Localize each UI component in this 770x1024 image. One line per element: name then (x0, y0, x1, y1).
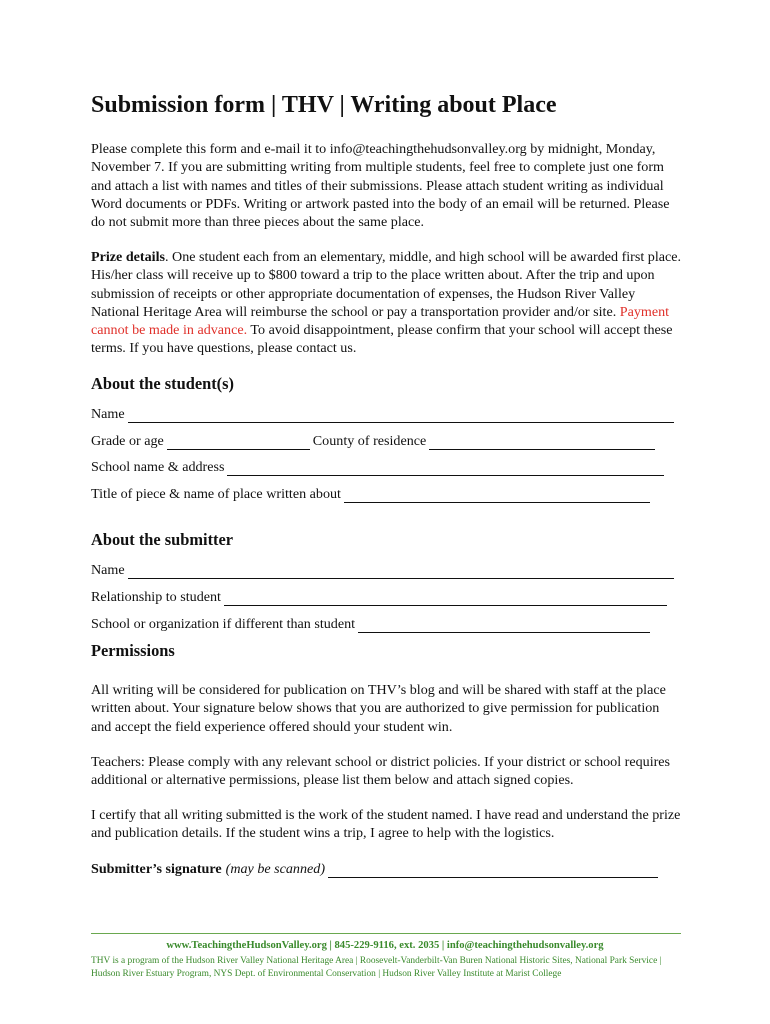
student-name-label: Name (91, 406, 125, 422)
county-label: County of residence (312, 433, 427, 449)
school-label: School name & address (91, 459, 225, 475)
grade-county-field[interactable] (91, 430, 655, 450)
relationship-field[interactable] (91, 586, 667, 606)
submitter-name-line[interactable] (128, 564, 674, 579)
submitter-heading: About the submitter (91, 530, 234, 549)
footer-note: THV is a program of the Hudson River Valley National Heritage Area | Roosevelt-Vanderbilt-Van Buren National Historic Sites, National Park Service | Hudson River Estuary Program, NYS Dept. of Environmental Conservation | Hudson River Valley Institute at Marist College (91, 956, 662, 979)
signature-note: (may be scanned) (225, 861, 326, 877)
piece-line[interactable] (344, 488, 650, 503)
relationship-label: Relationship to student (91, 589, 221, 605)
footer-divider (91, 933, 681, 934)
prize-label: Prize details (91, 249, 165, 265)
submitter-name-field[interactable] (91, 559, 674, 579)
page-title: Submission form | THV | Writing about Place (91, 92, 557, 118)
grade-line[interactable] (167, 435, 310, 450)
intro-paragraph: Please complete this form and e-mail it to info@teachingthehudsonvalley.org by midnight, Monday, November 7. If you are submitting writing from multiple students, feel free to complete just one form and attach a list with names and titles of their submissions. Please attach student writing as individual Word documents or PDFs. Writing or artwork pasted into the body of an email will be returned. Please do not submit more than three pieces about the same place. (91, 141, 670, 231)
student-heading: About the student(s) (91, 374, 234, 393)
permissions-paragraph-1: All writing will be considered for publication on THV’s blog and will be shared with staff at the place written about. Your signature below shows that you are authorized to give permission for publication and accept the field experience offered should your student win. (91, 682, 666, 735)
piece-field[interactable] (91, 483, 650, 503)
payment-warning: Payment cannot be made in advance. (91, 303, 670, 339)
school-line[interactable] (227, 461, 664, 476)
signature-field[interactable] (91, 858, 658, 878)
permissions-paragraph-3: I certify that all writing submitted is the work of the student named. I have read and understand the prize and publication details. If the student wins a trip, I agree to help with the logistics. (91, 807, 681, 842)
footer-contact: www.TeachingtheHudsonValley.org | 845-229-9116, ext. 2035 | info@teachingthehudsonvalley.org (166, 940, 604, 951)
student-name-line[interactable] (128, 408, 674, 423)
grade-label: Grade or age (91, 433, 164, 449)
organization-field[interactable] (91, 613, 650, 633)
permissions-heading: Permissions (91, 641, 175, 660)
submitter-name-label: Name (91, 562, 125, 578)
signature-label: Submitter’s signature (91, 861, 222, 877)
organization-label: School or organization if different than student (91, 616, 356, 632)
prize-text-a: . One student each from an elementary, middle, and high school will be awarded first place. His/her class will receive up to $800 toward a trip to the place written about. After the trip and upon submission of receipts or other appropriate documentation of expenses, the Hudson River Valley National Heritage Area will reimburse the school or pay a transportation provider and/or site. (91, 249, 682, 320)
prize-text-b: To avoid disappointment, please confirm that your school will accept these terms. If you have questions, please contact us. (91, 322, 673, 357)
organization-line[interactable] (358, 618, 650, 633)
county-line[interactable] (429, 435, 655, 450)
piece-label: Title of piece & name of place written about (91, 486, 341, 502)
prize-paragraph (91, 248, 683, 358)
student-name-field[interactable] (91, 403, 674, 423)
school-address-field[interactable] (91, 456, 664, 476)
permissions-paragraph-2: Teachers: Please comply with any relevant school or district policies. If your district or school requires additional or alternative permissions, please list them below and attach signed copies. (91, 754, 671, 789)
signature-line[interactable] (328, 863, 658, 878)
relationship-line[interactable] (224, 591, 667, 606)
